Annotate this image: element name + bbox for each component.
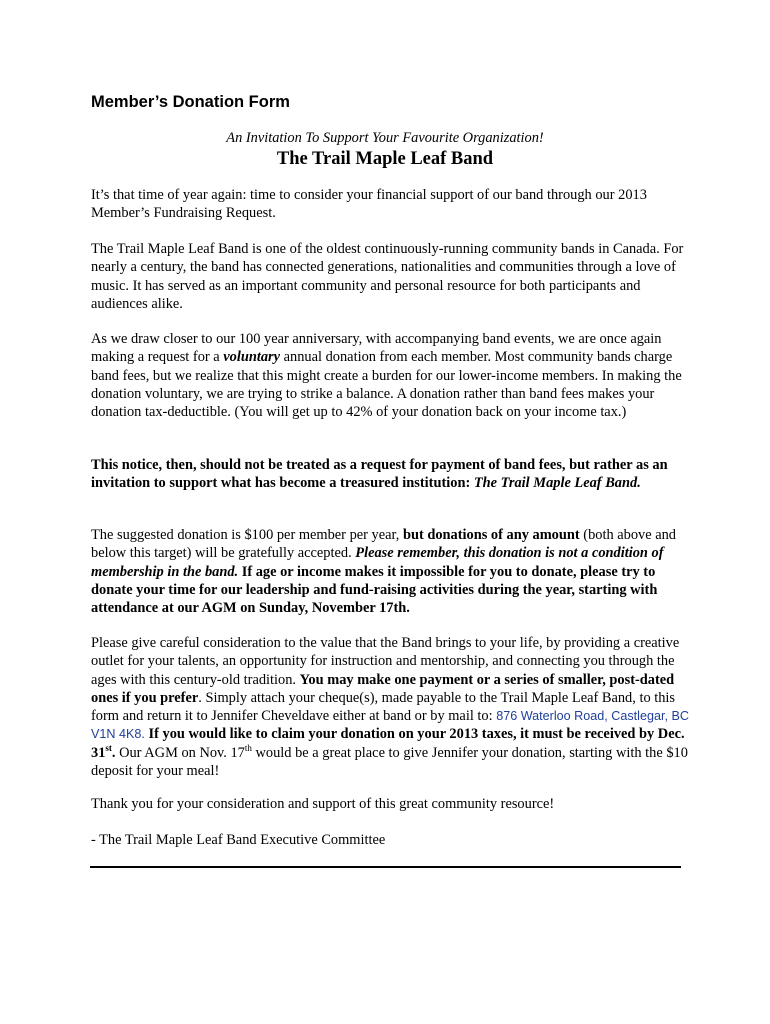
invitation-subtitle: An Invitation To Support Your Favourite Organization! [226,130,544,146]
mailing-address: 876 Waterloo Road, Castlegar, BC V1N 4K8. [91,709,689,742]
payment-options-emphasis: You may make one payment or a series of smaller, post-dated ones if you prefer [91,671,675,706]
tax-deadline-sup: st [105,742,112,753]
p5-text-a: The suggested donation is $100 per member per year, [91,527,403,543]
agm-note-end: would be a great place to give Jennifer your donation, starting with the $10 deposit for your meal! [91,744,688,780]
agm-date-sup: th [244,742,252,753]
volunteer-time-note: If age or income makes it impossible for you to donate, please try to donate your time for our leadership and fund-raising activities during the year, starting with attendance at our AGM on Sunday, November 17th. [91,563,658,617]
p3-text-c: annual donation from each member. Most community bands charge band fees, but we realize that this might create a burden for our lower-income members. In making the donation voluntary, we are trying to strike a balance. A donation rather than band fees makes your donation tax-deductible. (You will get up to 42% of your donation back on your income tax.) [91,349,682,421]
tax-deadline-note: If you would like to claim your donation on your 2013 taxes, it must be received by Dec. 31 [91,726,685,761]
voluntary-emphasis: voluntary [223,349,281,366]
agm-note: Our AGM on Nov. 17 [115,744,245,761]
notice-band-name: The Trail Maple Leaf Band. [473,475,641,492]
any-amount-emphasis: but donations of any amount [402,527,580,543]
voluntary-donation-paragraph [91,330,691,421]
payment-instructions-paragraph [91,634,691,780]
notice-bold-text: This notice, then, should not be treated as a request for payment of band fees, but rather as an invitation to support what has become a treasured institution: [91,457,668,492]
p6-text-c: . Simply attach your cheque(s), made payable to the Trail Maple Leaf Band, to this form and return it to Jennifer Cheveldave either at band or by mail to: [91,689,676,725]
thank-you-paragraph: Thank you for your consideration and support of this great community resource! [91,796,555,812]
tax-deadline-period: . [111,744,116,761]
band-history-paragraph: The Trail Maple Leaf Band is one of the oldest continuously-running community bands in Canada. For nearly a century, the band has connected generations, nationalities and communities through a love of music. It has served as an important community and personal resource for both participants and audiences alike. [91,241,684,312]
p5-text-c: (both above and below this target) will be gratefully accepted. [91,527,676,562]
p3-text-a: As we draw closer to our 100 year anniversary, with accompanying band events, we are once again making a request for a [91,331,662,366]
form-title: Member’s Donation Form [91,93,290,111]
p6-text-a: Please give careful consideration to the value that the Band brings to your life, by providing a creative outlet for your talents, an opportunity for instruction and mentorship, and connecting you through the ages with this century-old tradition. [91,635,680,688]
notice-paragraph [91,456,691,493]
band-name-heading: The Trail Maple Leaf Band [276,149,494,169]
intro-paragraph: It’s that time of year again: time to consider your financial support of our band through our 2013 Member’s Fundraising Request. [91,187,647,222]
suggested-donation-paragraph [91,526,691,617]
horizontal-divider [90,866,681,868]
signature-line: - The Trail Maple Leaf Band Executive Committee [91,832,386,848]
membership-condition-note: Please remember, this donation is not a condition of membership in the band. [91,545,664,580]
